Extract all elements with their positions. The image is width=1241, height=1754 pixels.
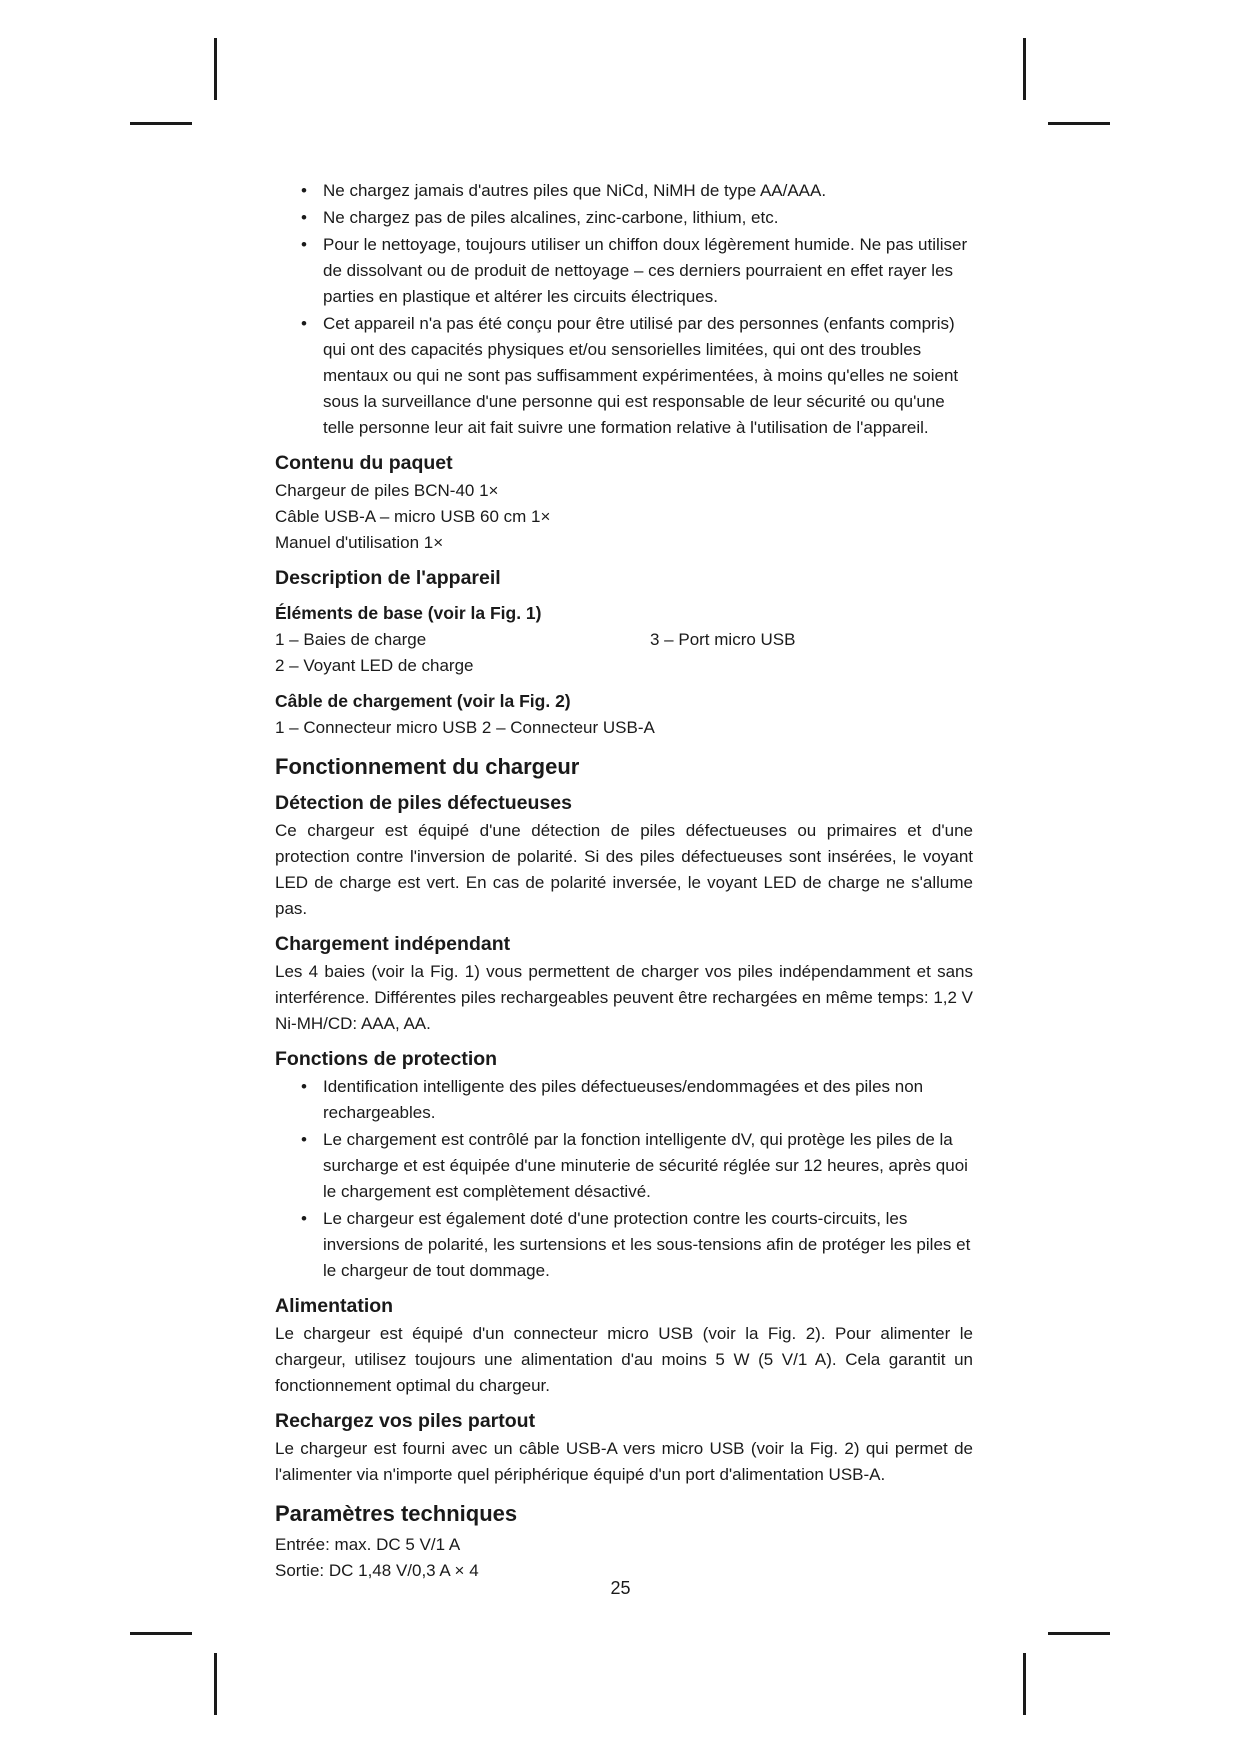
description-heading: Description de l'appareil xyxy=(275,567,501,589)
specs-heading: Paramètres techniques xyxy=(275,1501,518,1526)
base-item: 3 – Port micro USB xyxy=(650,630,796,649)
independent-charging-text: Les 4 baies (voir la Fig. 1) vous permettent de charger vos piles indépendamment et sans interférence. Différentes piles rechargeables peuvent être rechargées en même temps: 1,2 V Ni-MH/CD: AAA, AA. xyxy=(275,962,974,1033)
crop-mark xyxy=(1023,1653,1026,1715)
protection-bullet-list xyxy=(275,1074,973,1284)
list-item: • Identification intelligente des piles défectueuses/endommagées et des piles non rechargeables. xyxy=(275,1074,973,1126)
spec-input: Entrée: max. DC 5 V/1 A xyxy=(275,1535,461,1554)
crop-mark xyxy=(1048,122,1110,125)
crop-mark xyxy=(1048,1632,1110,1635)
crop-mark xyxy=(130,122,192,125)
manual-page-content xyxy=(275,178,973,1584)
base-item: 1 – Baies de charge xyxy=(275,630,427,649)
power-text: Le chargeur est équipé d'un connecteur micro USB (voir la Fig. 2). Pour alimenter le chargeur, utilisez toujours une alimentation d'au moins 5 W (5 V/1 A). Cela garantit un fonctionnement optimal du chargeur. xyxy=(275,1324,973,1395)
crop-mark xyxy=(1023,38,1026,100)
defect-detection-heading: Détection de piles défectueuses xyxy=(275,792,572,814)
base-elements-heading: Éléments de base (voir la Fig. 1) xyxy=(275,603,542,623)
power-heading: Alimentation xyxy=(275,1295,394,1317)
list-item: • Le chargement est contrôlé par la fonction intelligente dV, qui protège les piles de la surcharge et est équipée d'une minuterie de sécurité réglée sur 12 heures, après quoi le chargement est complètement désactivé. xyxy=(275,1127,973,1205)
recharge-anywhere-text: Le chargeur est fourni avec un câble USB-A vers micro USB (voir la Fig. 2) qui permet de l'alimenter via n'importe quel périphérique équipé d'un port d'alimentation USB-A. xyxy=(275,1439,973,1484)
page-number: 25 xyxy=(610,1578,631,1598)
safety-bullet-list xyxy=(275,178,973,441)
contents-item: Manuel d'utilisation 1× xyxy=(275,533,444,552)
base-elements-row xyxy=(275,627,973,653)
contents-item: Chargeur de piles BCN-40 1× xyxy=(275,481,499,500)
crop-mark xyxy=(214,38,217,100)
crop-mark xyxy=(214,1653,217,1715)
list-item: • Le chargeur est également doté d'une protection contre les courts-circuits, les inversions de polarité, les surtensions et les sous-tensions afin de protéger les piles et le chargeur de tout dommage. xyxy=(275,1206,973,1284)
protection-heading: Fonctions de protection xyxy=(275,1048,498,1070)
base-item: 2 – Voyant LED de charge xyxy=(275,656,474,675)
list-item: • Cet appareil n'a pas été conçu pour être utilisé par des personnes (enfants compris) qui ont des capacités physiques et/ou sensorielles limitées, qui ont des troubles mentaux ou qui ne sont pas suffisamment expérimentées, à moins qu'elles ne soient sous la surveillance d'une personne qui est responsable de leur sécurité ou qu'une telle personne leur ait fait suivre une formation relative à l'utilisation de l'appareil. xyxy=(275,311,973,441)
operation-heading: Fonctionnement du chargeur xyxy=(275,754,580,779)
list-item: • Ne chargez pas de piles alcalines, zinc-carbone, lithium, etc. xyxy=(275,205,973,231)
contents-item: Câble USB-A – micro USB 60 cm 1× xyxy=(275,507,551,526)
contents-heading: Contenu du paquet xyxy=(275,452,453,474)
cable-heading: Câble de chargement (voir la Fig. 2) xyxy=(275,691,571,711)
defect-detection-text: Ce chargeur est équipé d'une détection de piles défectueuses ou primaires et d'une protection contre l'inversion de polarité. Si des piles défectueuses sont insérées, le voyant LED de charge est vert. En cas de polarité inversée, le voyant LED de charge ne s'allume pas. xyxy=(275,821,973,918)
recharge-anywhere-heading: Rechargez vos piles partout xyxy=(275,1410,536,1432)
independent-charging-heading: Chargement indépendant xyxy=(275,933,511,955)
list-item: • Pour le nettoyage, toujours utiliser un chiffon doux légèrement humide. Ne pas utiliser de dissolvant ou de produit de nettoyage – ces derniers pourraient en effet rayer les parties en plastique et altérer les circuits électriques. xyxy=(275,232,973,310)
spec-output: Sortie: DC 1,48 V/0,3 A × 4 xyxy=(275,1561,479,1580)
crop-mark xyxy=(130,1632,192,1635)
cable-items: 1 – Connecteur micro USB 2 – Connecteur USB-A xyxy=(275,718,655,737)
list-item: • Ne chargez jamais d'autres piles que NiCd, NiMH de type AA/AAA. xyxy=(275,178,973,204)
